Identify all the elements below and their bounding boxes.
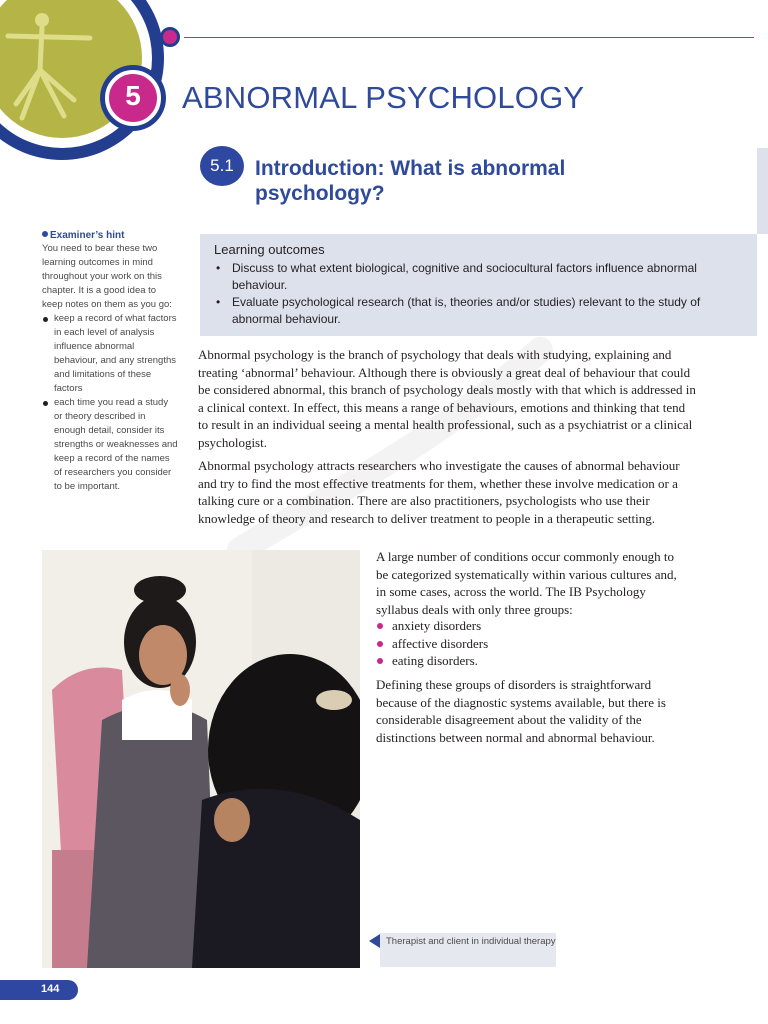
disorder-item: affective disorders [376, 635, 688, 653]
disorders-list [376, 617, 688, 670]
hint-intro: You need to bear these two learning outcomes in mind throughout your work on this chapter. It is a good idea to keep notes on them as you go: [42, 243, 172, 310]
learning-outcome-text: Evaluate psychological research (that is, theories and/or studies) relevant to the study of abnormal behaviour. [232, 295, 701, 326]
examiners-hint-sidebar [42, 230, 178, 494]
bullet-dot-icon [42, 231, 48, 237]
body-paragraph: Defining these groups of disorders is straightforward because of the diagnostic systems available, but there is considerable disagreement about the validity of the distinctions between normal and abnormal behaviour. [376, 677, 666, 745]
section-number-badge: 5.1 [200, 146, 244, 186]
bullet-icon: • [216, 261, 221, 275]
learning-outcome-text: Discuss to what extent biological, cognitive and sociocultural factors influence abnormal behaviour. [232, 261, 697, 292]
hint-heading [42, 230, 178, 241]
photo-caption: Therapist and client in individual therapy [380, 933, 556, 967]
caption-pointer-icon [369, 934, 380, 948]
chapter-title: ABNORMAL PSYCHOLOGY [182, 80, 585, 115]
chapter-number: 5 [125, 80, 141, 111]
chapter-emblem [0, 0, 190, 170]
hint-heading-text: Examiner’s hint [50, 230, 125, 241]
learning-outcome-item [214, 294, 743, 328]
hint-item: keep a record of what factors in each level of analysis influence abnormal behaviour, and any strengths and limitations of these factors [42, 312, 178, 396]
learning-outcomes-heading: Learning outcomes [214, 242, 325, 257]
header-dot [160, 27, 180, 47]
page-number: 144 [0, 980, 78, 1000]
hint-list [42, 312, 178, 494]
bullet-icon: • [216, 295, 221, 309]
learning-outcomes-list [214, 260, 743, 328]
therapy-photo [42, 550, 360, 968]
page-edge-tab [757, 148, 768, 234]
learning-outcomes-box [200, 234, 757, 336]
learning-outcome-item [214, 260, 743, 294]
disorder-item: anxiety disorders [376, 617, 688, 635]
body-paragraph: Abnormal psychology attracts researchers who investigate the causes of abnormal behaviour and try to find the most effective treatments for them, whether these involve medication or a talking cure or a combination. There are also practitioners, psychologists who use their knowledge of theory and research to deliver treatment to people in a therapeutic setting. [198, 458, 680, 526]
body-paragraph: A large number of conditions occur commonly enough to be categorized systematically within various cultures and, in some cases, across the world. The IB Psychology syllabus deals with only three groups: [376, 549, 677, 617]
hint-item: each time you read a study or theory described in enough detail, consider its strengths or weaknesses and keep a record of the names of researchers you consider to be important. [42, 396, 178, 494]
header-rule [184, 37, 754, 38]
disorder-item: eating disorders. [376, 652, 688, 670]
body-paragraph: Abnormal psychology is the branch of psychology that deals with studying, explaining and treating ‘abnormal’ behaviour. Although there is obviously a great deal of behaviour that could be considered abnormal, this branch of psychology deals mostly with that which is addressed in a clinical context. In effect, this means a range of behaviours, emotions and thinking that tend to result in an individual seeing a mental health professional, such as a psychiatrist or a clinical psychologist. [198, 347, 696, 450]
section-title: Introduction: What is abnormal psychology? [255, 157, 566, 205]
